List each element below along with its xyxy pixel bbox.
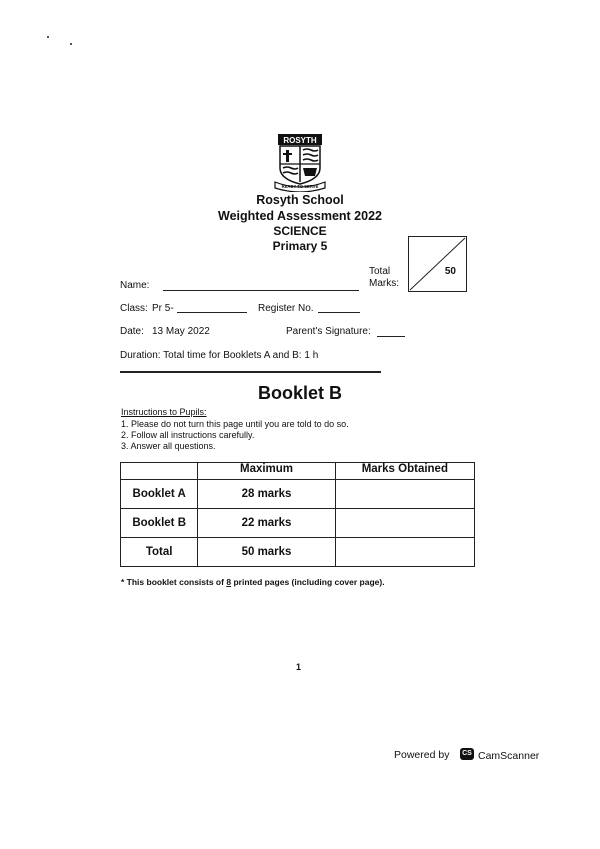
subject-title: SCIENCE — [273, 224, 327, 238]
booklet-title: Booklet B — [257, 383, 342, 403]
table-header-row — [121, 463, 475, 480]
table-row — [121, 509, 475, 538]
camscanner-logo-icon: CS — [460, 748, 474, 760]
total-marks-box — [408, 236, 467, 292]
instruction-item: 1. Please do not turn this page until you are told to do so. — [121, 419, 349, 429]
signature-label: Parent's Signature: — [286, 326, 371, 337]
school-name: Rosyth School — [256, 193, 344, 207]
total-marks-value: 50 — [444, 266, 456, 277]
date-label: Date: — [120, 326, 144, 337]
table-cell: Booklet A — [121, 480, 198, 509]
total-marks-label-line2: Marks: — [369, 278, 399, 289]
total-marks-label-line1: Total — [369, 266, 391, 277]
instruction-item: 2. Follow all instructions carefully. — [121, 430, 255, 440]
class-field-line[interactable] — [177, 312, 247, 313]
scan-speck — [70, 43, 72, 45]
crest-motto: READY TO SERVE — [281, 184, 319, 189]
marks-obtained-cell[interactable] — [335, 480, 474, 509]
table-cell: Booklet B — [121, 509, 198, 538]
register-field-line[interactable] — [318, 312, 360, 313]
marks-obtained-cell[interactable] — [335, 538, 474, 567]
class-label: Class: — [120, 303, 148, 314]
total-marks-label — [369, 266, 399, 290]
date-value: 13 May 2022 — [152, 326, 210, 337]
class-value: Pr 5- — [152, 303, 174, 314]
instruction-item: 3. Answer all questions. — [121, 441, 216, 451]
table-row — [121, 538, 475, 567]
scan-speck — [47, 36, 49, 38]
name-field-line[interactable] — [163, 290, 359, 291]
signature-field-line[interactable] — [377, 336, 405, 337]
marks-table — [120, 462, 475, 567]
table-header-cell — [121, 463, 198, 480]
powered-by-text: Powered by — [394, 749, 450, 761]
footnote-prefix: * This booklet consists of — [121, 577, 224, 587]
camscanner-name: CamScanner — [478, 750, 540, 762]
level-title: Primary 5 — [272, 239, 328, 253]
table-cell: 50 marks — [198, 538, 335, 567]
name-label: Name: — [120, 280, 150, 291]
page-count-footnote — [121, 577, 385, 587]
school-crest-logo — [272, 134, 328, 192]
duration-text: Duration: Total time for Booklets A and B: 1 h — [120, 350, 319, 361]
table-row — [121, 480, 475, 509]
page-number: 1 — [296, 662, 302, 672]
marks-obtained-cell[interactable] — [335, 509, 474, 538]
footnote-suffix: printed pages (including cover page). — [233, 577, 385, 587]
table-cell: Total — [121, 538, 198, 567]
table-header-cell: Maximum — [198, 463, 335, 480]
instructions-heading: Instructions to Pupils: — [121, 407, 207, 417]
section-divider — [120, 371, 381, 373]
register-label: Register No. — [258, 303, 314, 314]
table-cell: 28 marks — [198, 480, 335, 509]
crest-banner-text: ROSYTH — [283, 136, 317, 145]
footnote-page-count: 8 — [226, 577, 232, 587]
assessment-title: Weighted Assessment 2022 — [218, 209, 382, 223]
table-header-cell: Marks Obtained — [335, 463, 474, 480]
table-cell: 22 marks — [198, 509, 335, 538]
